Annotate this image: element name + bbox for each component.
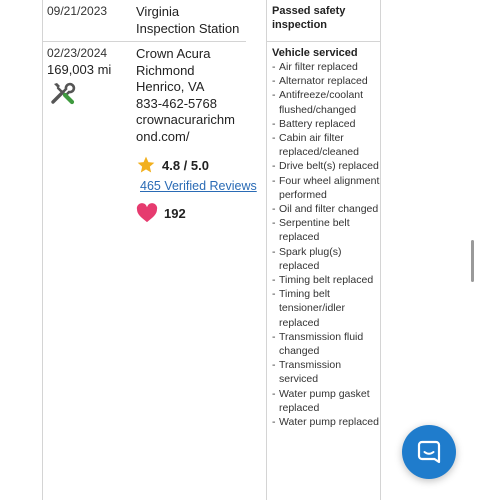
list-item: - Air filter replaced xyxy=(272,60,380,74)
chat-button[interactable] xyxy=(402,425,456,479)
chat-bubble-icon xyxy=(416,439,442,465)
heart-icon xyxy=(136,203,158,223)
list-item: - Four wheel alignment performed xyxy=(272,174,380,202)
shop-website-line[interactable]: crownacurarichm xyxy=(136,112,235,127)
list-item: - Timing belt tensioner/idler replaced xyxy=(272,287,380,330)
record-mileage: 169,003 mi xyxy=(47,62,112,77)
shop-rating xyxy=(136,155,209,175)
shop-address: Henrico, VA xyxy=(136,79,205,94)
favorites[interactable] xyxy=(136,203,186,223)
shop-name-line: Richmond xyxy=(136,62,195,78)
location-line: Inspection Station xyxy=(136,20,240,36)
shop-info xyxy=(136,46,235,145)
list-item: - Spark plug(s) replaced xyxy=(272,245,380,273)
table-right-border xyxy=(380,0,381,500)
list-item: - Cabin air filter replaced/cleaned xyxy=(272,131,380,159)
list-item: - Transmission fluid changed xyxy=(272,330,380,358)
row-1-divider-col3 xyxy=(266,41,380,42)
list-item: - Water pump gasket replaced xyxy=(272,387,380,415)
detail-title-line: inspection xyxy=(272,19,328,31)
list-item: - Drive belt(s) replaced xyxy=(272,159,380,173)
location-line: Virginia xyxy=(136,4,180,19)
list-item: - Timing belt replaced xyxy=(272,273,380,287)
services-list xyxy=(272,60,380,429)
shop-phone[interactable]: 833-462-5768 xyxy=(136,95,217,111)
list-item: - Oil and filter changed xyxy=(272,202,380,216)
scrollbar[interactable] xyxy=(471,240,474,282)
list-item: - Water pump replaced xyxy=(272,415,380,429)
detail-title-line: Passed safety xyxy=(272,5,346,17)
list-item: - Alternator replaced xyxy=(272,74,380,88)
shop-name-line: Crown Acura xyxy=(136,46,211,61)
verified-reviews-link[interactable]: 465 Verified Reviews xyxy=(140,179,257,193)
list-item: - Battery replaced xyxy=(272,117,380,131)
row-1-divider-col1 xyxy=(42,41,246,42)
list-item: - Serpentine belt replaced xyxy=(272,216,380,244)
record-date: 09/21/2023 xyxy=(47,4,108,18)
wrench-screwdriver-icon xyxy=(50,80,76,106)
star-icon xyxy=(136,155,156,175)
record-location xyxy=(136,4,239,37)
record-detail-title: Vehicle serviced xyxy=(272,47,358,59)
list-item: - Antifreeze/coolant flushed/changed xyxy=(272,88,380,116)
rating-value: 4.8 / 5.0 xyxy=(162,157,209,173)
shop-website-line[interactable]: ond.com/ xyxy=(136,128,190,144)
table-left-border xyxy=(42,0,43,500)
table-column-divider xyxy=(266,0,267,500)
favorites-count: 192 xyxy=(164,205,186,221)
record-date: 02/23/2024 xyxy=(47,46,108,60)
list-item: - Transmission serviced xyxy=(272,358,380,386)
record-detail-title xyxy=(272,4,345,32)
